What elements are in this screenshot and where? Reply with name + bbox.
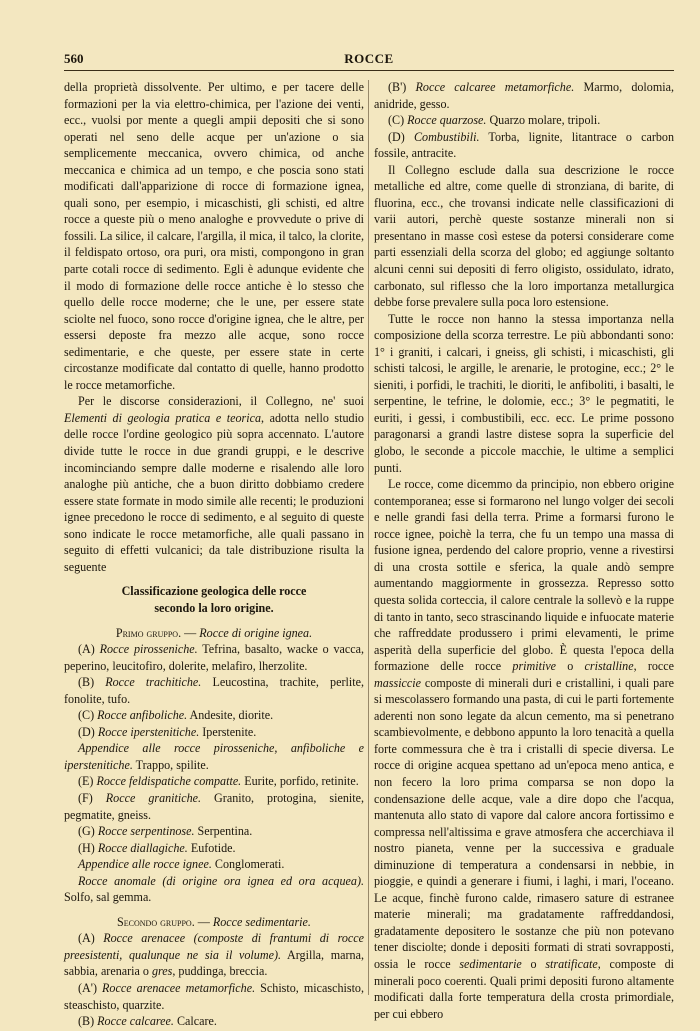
left-column-paragraph: (C) Rocce anfiboliche. Andesite, diorite. [78,708,274,723]
left-column-paragraph: Per le discorse considerazioni, il Collegno, ne' suoi Elementi di geologia pratica e teorica, adotta nello studio delle rocce l'ordine geologico più sopra accennato. L'autore divide tutte le rocce in due grandi gruppi, e le descrive incominciando sempre dalle moderne e risalendo alle loro analoghe più antiche, che a buon diritto dobbiamo credere essere state formate in modo simile alle recenti; le produzioni ignee precedono le rocce di sedimento, e al seguito di queste sono indicate le rocce metamorfiche, alle quali passano in seguito di effetti vulcanici; da tale distribuzione risulta la seguente [64,394,364,574]
left-column-paragraph: Appendice alle rocce ignee. Conglomerati. [78,857,285,872]
right-column-paragraph: Tutte le rocce non hanno la stessa importanza nella composizione della scorza terrestre. Le più abbondanti sono: 1° i graniti, i calcari, i gneiss, gli schisti, i micaschisti, gli schisti talcosi, le argille, le arenarie, le protogine, ecc.; 2° le sieniti, i porfidi, le trachiti, le dioriti, le anfiboliti, i basalti, le serpentine, le tefrine, le dolomie, ecc.; 3° le pegmatiti, le euriti, i gessi, i combustibili, ecc. ecc. Le prime possono paragonarsi a grandi lastre distese sopra la superficie del globo, le seconde a piccole macchie, le ultime a semplici punti. [374,311,674,475]
section-heading: Classificazione geologica delle rocce secondo la loro origine. [121,584,307,615]
right-column-paragraph: Il Collegno esclude dalla sua descrizione le rocce metalliche ed altre, come quelle di stronziana, di barite, di fluorina, ecc., che trovansi indicate nelle classificazioni di varii autori, perchè queste sostanze minerali non si presentano in masse così estese da potersi considerare come parti essenziali della scorza del globo; ed aggiunge soltanto alcuni cenni sui depositi di ferro oligisto, ossidulato, idrato, carbonato, sul riflesso che la loro importanza metallurgica debbe forse prevalere sulla poca loro estensione. [374,162,674,310]
group-heading: Secondo gruppo. — Rocce sedimentarie. [117,914,311,929]
left-column-paragraph: Appendice alle rocce pirosseniche, anfiboliche e iperstenitiche. Trappo, spilite. [64,741,364,772]
right-column-paragraph: Le rocce, come dicemmo da principio, non ebbero origine contemporanea; esse si formarono nel lungo volger dei secoli e nelle grandi fasi della terra. Prime a formarsi furono le rocce ignee, poichè la terra, che fu un tempo una massa di fusione ignea, perdendo del calore proprio, venne a rivestirsi di una crosta sottile e sferica, la quale andò sempre aumentando maggiormente in grossezza. Represso sotto questa solida corteccia, il calore centrale la sollevò e la ruppe di tanto in tanto, seco strascinando liquide e infuocate materie che raffreddate produssero i primi elevamenti, le prime asperità della superficie del globo. È questa l'epoca della formazione delle rocce primitive o cristalline, rocce massiccie composte di minerali duri e cristallini, i quali pare si mescolassero formando una pasta, di cui le parti fortemente aderenti non sono legate da alcun cemento, ma si penetrano scambievolmente, e debbono appunto la loro tenacità a quella forte commessura che è tra i cristalli di specie diversa. Le rocce di origine acquea spettano ad un'epoca meno antica, e non fecero la loro prima comparsa se non dopo la condensazione delle acque, vale a dire dopo che l'acqua, mantenuta allo stato di vapore dal calore ancora fortissimo e compressa nell'altissima e grave atmosfera che accerchiava il nostro pianeta, venne per la successiva e graduale diminuzione di temperatura a condensarsi in nebbie, in pioggie, e quindi a generare i fiumi, i laghi, i mari, l'oceano. Le acque, finchè furono calde, rimasero sature di estranee materie minerali; ma gradatamente raffreddandosi, gradatamente depositero le sostanze che più non potevano tener disciolte; donde i depositi formati di strati sovrapposti, ossia le rocce sedimentarie o stratificate, composte di minerali poco coerenti. Quali primi depositi furono altamente modificati dalla forte temperatura della crosta primordiale, per cui ebbero [374,477,675,1021]
right-column-paragraph: (D) Combustibili. Torba, lignite, litantrace o carbon fossile, antracite. [374,129,674,161]
left-column-paragraph: (A) Rocce pirosseniche. Tefrina, basalto, wacke o vacca, peperino, leucitofiro, dolerite, melafiro, lherzolite. [64,642,365,673]
left-column-paragraph: della proprietà dissolvente. Per ultimo, e per tacere delle formazioni per la via elettro-chimica, per l'azione dei venti, ecc., vuolsi por mente a quegli ampii depositi che si sono operati nel seno delle acque per un'azione o sia semplicemente meccanica, ovvero chimica, od anche meccanica e chimica ad un tempo, e che poscia sono stati modificati dall'apparizione di rocce di formazione ignea, quali sono, per esempio, i micaschisti, gli schisti, ed altre rocce a queste più o meno analoghe e provvedute o prive di fossili. La silice, il calcare, l'argilla, il mica, il talco, la clorite, il feldispato ortoso, ora puri, ora misti, compongono in gran parte cotali rocce di sedimento. Egli è adunque evidente che il modo di formazione delle rocce antiche è lo stesso che quello delle rocce moderne; che le une, per essere state sciolte nel fuoco, sono rocce d'origine ignea, che le altre, per essersi deposte fra mezzo alle acque, sono rocce sedimentarie, e che queste, per essere state in certe circostanze modificate dal contatto di quelle, hanno prodotto le rocce metamorfiche. [64,80,364,392]
left-column [64,79,364,1030]
left-column-paragraph: Rocce anomale (di origine ora ignea ed ora acquea). Solfo, sal gemma. [64,873,364,905]
right-column-paragraph: (C) Rocce quarzose. Quarzo molare, tripoli. [388,113,601,128]
left-column-paragraph: (A') Rocce arenacee metamorfiche. Schisto, micaschisto, steaschisto, quarzite. [64,980,364,1012]
left-column-paragraph: (F) Rocce granitiche. Granito, protogina, sienite, pegmatite, gneiss. [64,790,364,822]
column-divider [368,80,369,995]
left-column-paragraph: (B) Rocce trachitiche. Leucostina, trachite, perlite, fonolite, tufo. [64,675,364,706]
left-column-paragraph: (E) Rocce feldispatiche compatte. Eurite, porfido, retinite. [78,774,359,789]
left-column-paragraph: (G) Rocce serpentinose. Serpentina. [78,824,253,839]
group-heading: Primo gruppo. — Rocce di origine ignea. [115,625,313,640]
page-header [64,51,674,67]
left-column-paragraph: (B) Rocce calcaree. Calcare. [78,1014,217,1029]
right-column-paragraph: (B') Rocce calcaree metamorfiche. Marmo, dolomia, anidride, gesso. [374,80,674,111]
left-column-paragraph: (A) Rocce arenacee (composte di frantumi di rocce preesistenti, qualunque ne sia il volume). Argilla, marna, sabbia, arenaria o gres, puddinga, breccia. [64,931,364,979]
page-number: 560 [64,51,84,66]
right-column [374,79,674,1022]
left-column-paragraph: (H) Rocce diallagiche. Eufotide. [78,840,236,855]
running-title: ROCCE [344,51,394,66]
left-column-paragraph: (D) Rocce iperstenitiche. Iperstenite. [78,724,257,739]
header-rule [64,70,674,71]
